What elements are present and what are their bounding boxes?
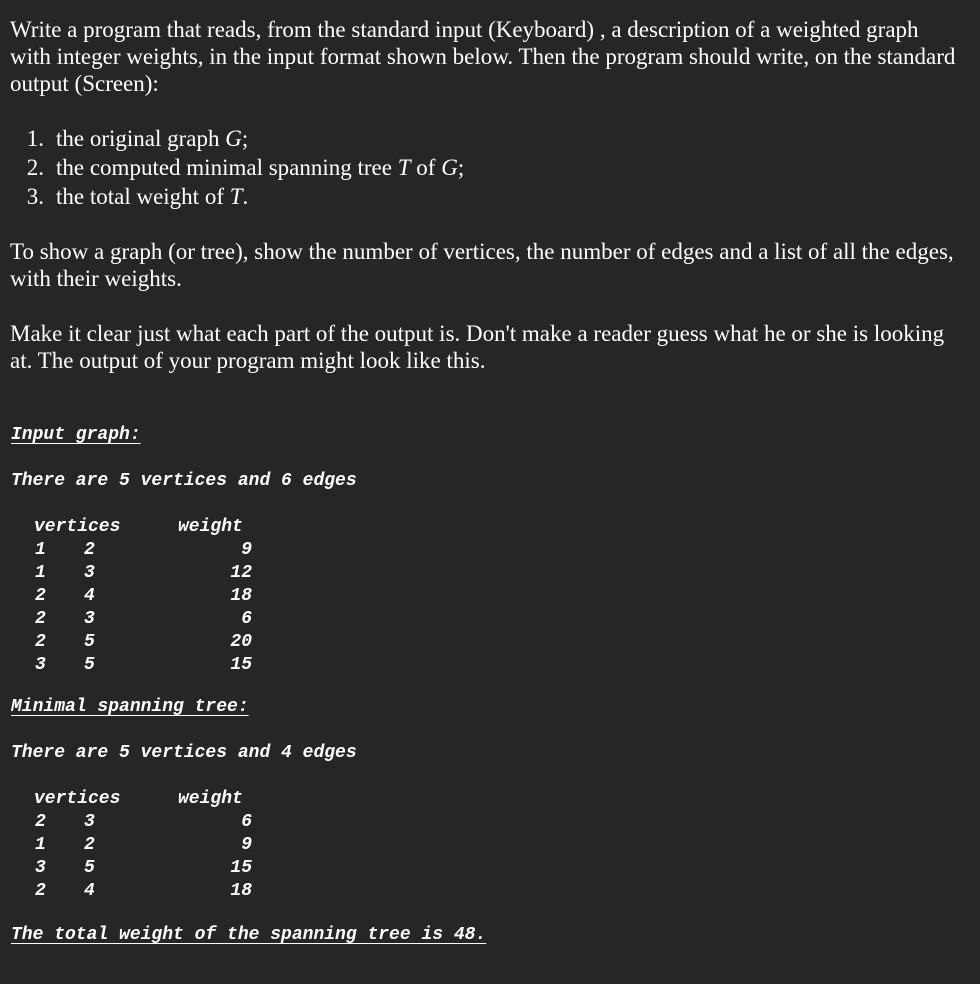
clarity-paragraph: Make it clear just what each part of the output is. Don't make a reader guess what he or she is looking at. The output of your program might look like this. — [10, 321, 945, 373]
mst-heading: Minimal spanning tree: — [11, 697, 249, 717]
edge-weight: 12 — [230, 563, 252, 583]
edge-vertex-to: 4 — [84, 881, 95, 901]
list-text: the total weight of — [56, 184, 230, 209]
vertices-column-header: vertices — [34, 789, 121, 809]
edge-weight: 20 — [230, 632, 252, 652]
weight-column-header: weight — [178, 789, 243, 809]
edge-vertex-from: 3 — [35, 858, 46, 878]
output-list-item-3 — [10, 183, 248, 210]
edge-vertex-from: 2 — [35, 881, 46, 901]
edge-vertex-to: 4 — [84, 586, 95, 606]
list-number: 1. — [26, 126, 44, 151]
input-graph-summary: There are 5 vertices and 6 edges — [11, 471, 357, 491]
edge-vertex-from: 1 — [35, 835, 46, 855]
var-t: T — [397, 155, 411, 180]
edge-vertex-to: 3 — [84, 609, 95, 629]
edge-vertex-from: 1 — [35, 540, 46, 560]
edge-vertex-to: 3 — [84, 812, 95, 832]
output-list-item-2 — [10, 154, 464, 181]
edge-vertex-from: 1 — [35, 563, 46, 583]
vertices-column-header: vertices — [34, 517, 121, 537]
edge-vertex-from: 2 — [35, 609, 46, 629]
var-g: G — [441, 155, 458, 180]
edge-weight: 15 — [230, 655, 252, 675]
list-text: the original graph — [56, 126, 226, 151]
list-punct: ; — [457, 155, 465, 180]
intro-paragraph: Write a program that reads, from the standard input (Keyboard) , a description of a weighted graph with integer weights, in the input format shown below. Then the program should write, on the standard output (Screen): — [10, 17, 956, 96]
weight-column-header: weight — [178, 517, 243, 537]
edge-vertex-to: 5 — [84, 632, 95, 652]
total-weight-line: The total weight of the spanning tree is 48. — [11, 925, 487, 945]
list-text: of — [410, 155, 442, 180]
var-g: G — [225, 126, 242, 151]
input-graph-heading: Input graph: — [11, 425, 141, 445]
edge-weight: 9 — [241, 835, 252, 855]
output-list-item-1 — [10, 125, 248, 152]
edge-weight: 9 — [241, 540, 252, 560]
edge-vertex-from: 2 — [35, 632, 46, 652]
edge-vertex-from: 3 — [35, 655, 46, 675]
edge-weight: 6 — [241, 609, 252, 629]
list-text: the computed minimal spanning tree — [56, 155, 398, 180]
edge-weight: 15 — [230, 858, 252, 878]
list-number: 3. — [26, 184, 44, 209]
mst-summary: There are 5 vertices and 4 edges — [11, 743, 357, 763]
edge-weight: 18 — [230, 881, 252, 901]
graph-display-paragraph: To show a graph (or tree), show the number of vertices, the number of edges and a list of all the edges, with their weights. — [10, 239, 954, 291]
edge-weight: 18 — [230, 586, 252, 606]
edge-vertex-from: 2 — [35, 586, 46, 606]
edge-vertex-to: 2 — [84, 540, 95, 560]
list-punct: . — [242, 184, 249, 209]
edge-vertex-to: 5 — [84, 655, 95, 675]
edge-vertex-to: 3 — [84, 563, 95, 583]
edge-vertex-to: 2 — [84, 835, 95, 855]
edge-weight: 6 — [241, 812, 252, 832]
edge-vertex-from: 2 — [35, 812, 46, 832]
edge-vertex-to: 5 — [84, 858, 95, 878]
var-t: T — [229, 184, 243, 209]
list-number: 2. — [26, 155, 44, 180]
list-punct: ; — [241, 126, 249, 151]
